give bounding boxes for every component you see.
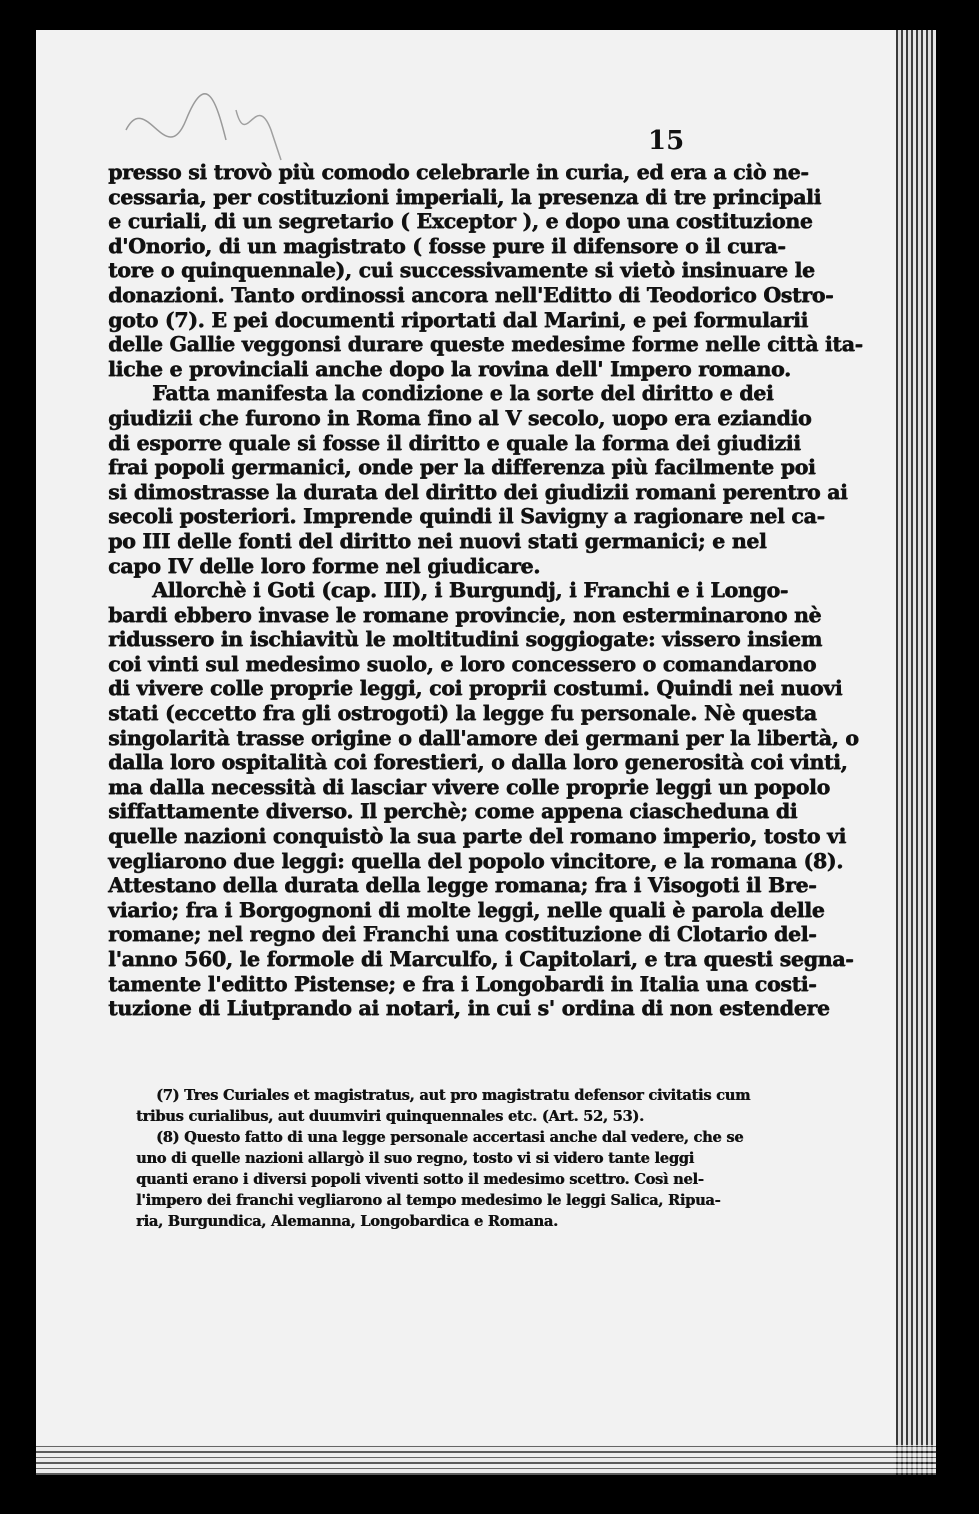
text-line: delle Gallie veggonsi durare queste medesime forme nelle città ita- xyxy=(108,332,863,357)
text-line: ridussero in ischiavitù le moltitudini soggiogate: vissero insiem xyxy=(108,627,822,652)
text-line: quelle nazioni conquistò la sua parte del romano imperio, tosto vi xyxy=(108,824,846,849)
footnote-line: (7) Tres Curiales et magistratus, aut pro magistratu defensor civitatis cum xyxy=(156,1087,751,1104)
text-line: tore o quinquennale), cui successivamente si vietò insinuare le xyxy=(108,258,815,283)
page-bottom-edge xyxy=(36,1445,936,1475)
footnote-line: quanti erano i diversi popoli viventi sotto il medesimo scettro. Così nel- xyxy=(136,1171,704,1188)
footnote-line: l'impero dei franchi vegliarono al tempo medesimo le leggi Salica, Ripua- xyxy=(136,1192,721,1209)
footnote-line: tribus curialibus, aut duumviri quinquennales etc. (Art. 52, 53). xyxy=(136,1108,644,1125)
text-line: romane; nel regno dei Franchi una costituzione di Clotario del- xyxy=(108,922,817,947)
text-line: vegliarono due leggi: quella del popolo vincitore, e la romana (8). xyxy=(108,848,843,873)
footnote-line: ria, Burgundica, Alemanna, Longobardica e Romana. xyxy=(136,1213,558,1230)
text-line: tuzione di Liutprando ai notari, in cui s' ordina di non estendere xyxy=(108,996,830,1021)
text-line: presso si trovò più comodo celebrarle in curia, ed era a ciò ne- xyxy=(108,160,809,184)
text-line: Fatta manifesta la condizione e la sorte del diritto e dei xyxy=(152,381,774,406)
text-line: di esporre quale si fosse il diritto e quale la forma dei giudizii xyxy=(108,430,801,455)
footnotes xyxy=(136,1085,756,1232)
text-line: goto (7). E pei documenti riportati dal Marini, e pei formularii xyxy=(108,307,808,332)
text-line: liche e provinciali anche dopo la rovina dell' Impero romano. xyxy=(108,356,791,381)
body-text xyxy=(108,160,863,1021)
text-line: giudizii che furono in Roma fino al V secolo, uopo era eziandio xyxy=(108,405,812,430)
text-line: bardi ebbero invase le romane provincie, non esterminarono nè xyxy=(108,602,822,627)
text-line: Attestano della durata della legge romana; fra i Visogoti il Bre- xyxy=(108,873,817,898)
text-line: po III delle fonti del diritto nei nuovi stati germanici; e nel xyxy=(108,528,767,553)
text-line: l'anno 560, le formole di Marculfo, i Capitolari, e tra questi segna- xyxy=(108,947,854,971)
page-edge-shadow xyxy=(896,30,936,1475)
text-line: Allorchè i Goti (cap. III), i Burgundj, i Franchi e i Longo- xyxy=(152,578,788,603)
page-number: 15 xyxy=(648,126,685,156)
text-line: viario; fra i Borgognoni di molte leggi, nelle quali è parola delle xyxy=(108,897,825,922)
text-line: ma dalla necessità di lasciar vivere colle proprie leggi un popolo xyxy=(108,774,830,799)
text-line: e curiali, di un segretario ( Exceptor ), e dopo una costituzione xyxy=(108,209,813,234)
text-line: frai popoli germanici, onde per la differenza più facilmente poi xyxy=(108,455,816,480)
footnote-line: (8) Questo fatto di una legge personale accertasi anche dal vedere, che se xyxy=(156,1129,744,1146)
footnote-line: uno di quelle nazioni allargò il suo regno, tosto vi si videro tante leggi xyxy=(136,1150,694,1167)
text-line: cessaria, per costituzioni imperiali, la presenza di tre principali xyxy=(108,184,822,209)
text-line: capo IV delle loro forme nel giudicare. xyxy=(108,553,540,578)
book-page xyxy=(36,30,936,1475)
text-line: secoli posteriori. Imprende quindi il Savigny a ragionare nel ca- xyxy=(108,504,825,529)
text-line: tamente l'editto Pistense; e fra i Longobardi in Italia una costi- xyxy=(108,971,817,996)
text-line: d'Onorio, di un magistrato ( fosse pure il difensore o il cura- xyxy=(108,233,786,258)
text-line: donazioni. Tanto ordinossi ancora nell'Editto di Teodorico Ostro- xyxy=(108,282,834,307)
text-line: stati (eccetto fra gli ostrogoti) la legge fu personale. Nè questa xyxy=(108,701,817,726)
text-line: di vivere colle proprie leggi, coi proprii costumi. Quindi nei nuovi xyxy=(108,676,843,701)
text-line: coi vinti sul medesimo suolo, e loro concessero o comandarono xyxy=(108,651,817,676)
text-line: dalla loro ospitalità coi forestieri, o dalla loro generosità coi vinti, xyxy=(108,750,848,775)
text-line: singolarità trasse origine o dall'amore dei germani per la libertà, o xyxy=(108,725,859,750)
text-line: siffattamente diverso. Il perchè; come appena ciascheduna di xyxy=(108,799,798,824)
text-line: si dimostrasse la durata del diritto dei giudizii romani perentro ai xyxy=(108,479,848,504)
